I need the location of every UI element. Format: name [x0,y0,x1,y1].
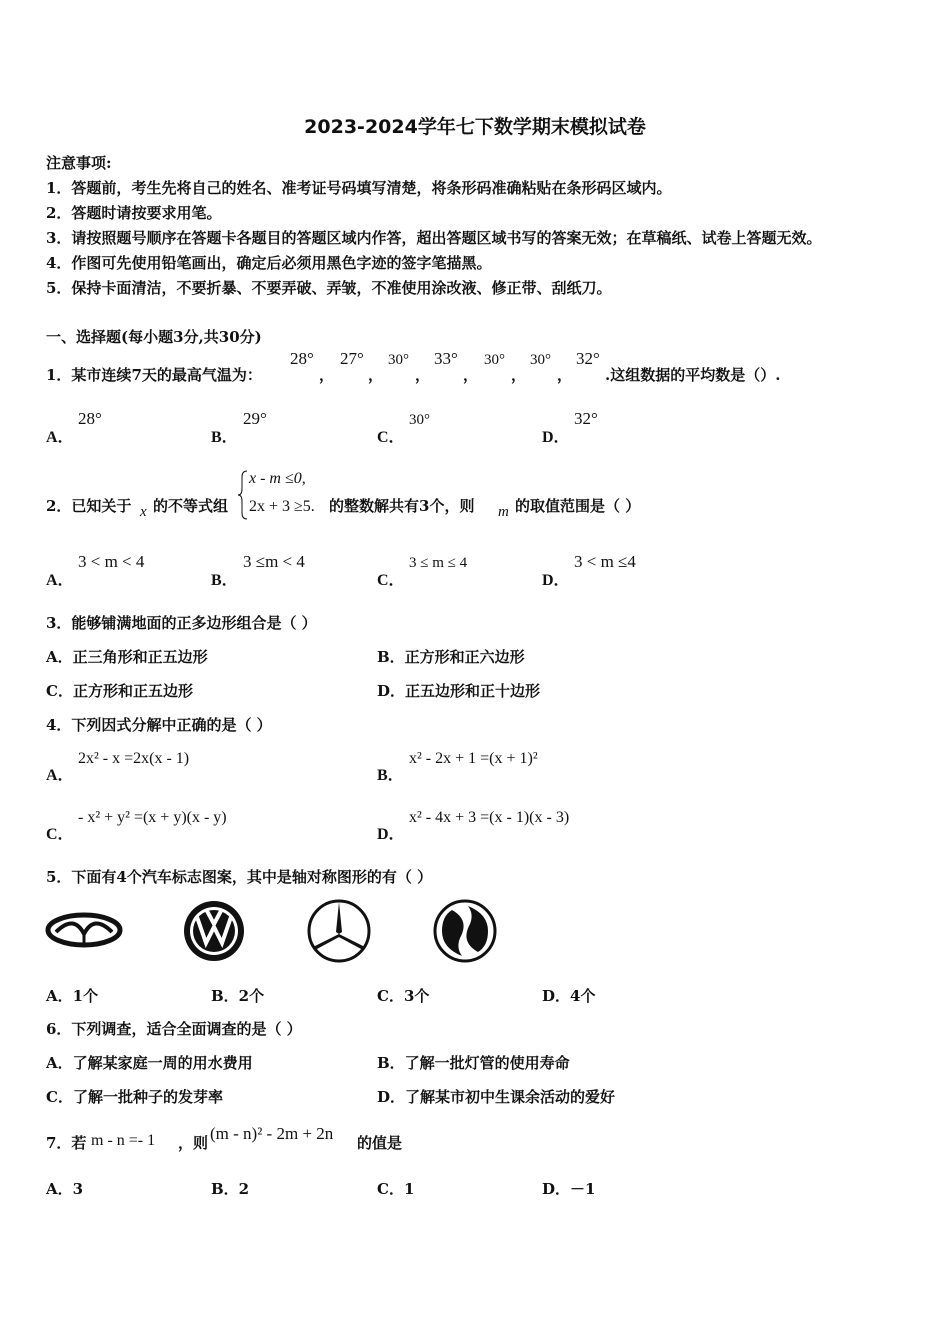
q1-temp-3: 30° [388,352,409,368]
q1-option-d-value: 32° [574,409,598,428]
notes-heading: 注意事项: [46,154,112,172]
q2-var-m: m [498,504,509,520]
section-heading: 一、选择题(每小题3分,共30分) [46,328,262,346]
q2-option-d-letter: D． [542,572,570,589]
q4-option-b-value: x² - 2x + 1 =(x + 1)² [409,750,538,767]
q4-option-b-letter: B． [377,767,404,784]
q4-option-a-value: 2x² - x =2x(x - 1) [78,750,190,767]
q2-option-c-value: 3 ≤ m ≤ 4 [409,555,468,571]
q2-option-a-value: 3 < m < 4 [78,552,145,571]
q3-option-c: C．正方形和正五边形 [46,682,193,700]
q7-option-c: C．1 [377,1180,415,1198]
q3-option-a: A．正三角形和正五边形 [46,648,208,666]
q2-system-line-2: 2x + 3 ≥5. [249,498,315,515]
q4-stem: 4．下列因式分解中正确的是（ ） [46,716,272,734]
q7-option-a: A．3 [46,1180,84,1198]
q4-option-c-letter: C． [46,826,74,843]
q5-option-b: B．2个 [211,987,265,1005]
q1-temp-2: 27° [340,349,364,368]
q1-temp-1: 28° [290,349,314,368]
q1-option-a-letter: A． [46,429,74,446]
infiniti-logo-icon [44,910,124,950]
q3-option-b: B．正方形和正六边形 [377,648,525,666]
q1-stem: 1．某市连续7天的最高气温为： [46,366,262,384]
page-title: 2023-2024学年七下数学期末模拟试卷 [304,116,646,138]
q1-option-b-value: 29° [243,409,267,428]
volkswagen-logo-icon [182,899,246,963]
q1-sep-6: ， [557,366,573,384]
note-item-2: 2．答题时请按要求用笔。 [46,204,222,222]
q1-tail: .这组数据的平均数是（）. [605,366,781,384]
q1-option-b-letter: B． [211,429,238,446]
q4-option-c-value: - x² + y² =(x + y)(x - y) [78,809,227,826]
q2-option-b-letter: B． [211,572,238,589]
q1-temp-4: 33° [434,349,458,368]
q1-option-d-letter: D． [542,429,570,446]
q7-option-b: B．2 [211,1180,250,1198]
q7-expression: (m - n)² - 2m + 2n [210,1124,334,1143]
q6-option-a: A．了解某家庭一周的用水费用 [46,1054,253,1072]
q6-option-d: D．了解某市初中生课余活动的爱好 [377,1088,616,1106]
q5-option-c: C．3个 [377,987,430,1005]
note-item-5: 5．保持卡面清洁，不要折暴、不要弄破、弄皱，不准使用涂改液、修正带、刮纸刀。 [46,279,612,297]
q1-sep-4: ， [463,366,479,384]
q7-prefix: 7．若 [46,1134,87,1152]
q7-tail: 的值是 [357,1134,403,1152]
q1-sep-1: ， [319,366,335,384]
q1-temp-7: 32° [576,349,600,368]
q5-stem: 5．下面有4个汽车标志图案，其中是轴对称图形的有（ ） [46,868,433,886]
q7-condition: m - n =- 1 [91,1132,156,1149]
note-item-3: 3．请按照题号顺序在答题卡各题目的答题区域内作答，超出答题区域书写的答案无效；在草稿纸、试卷上答题无效。 [46,229,822,247]
q6-stem: 6．下列调查，适合全面调查的是（ ） [46,1020,302,1038]
dongfeng-logo-icon [432,898,498,964]
q2-mid: 的不等式组 [153,497,229,515]
q1-temp-6: 30° [530,352,551,368]
q1-option-c-value: 30° [409,412,430,428]
q4-option-a-letter: A． [46,767,74,784]
q2-option-d-value: 3 < m ≤4 [574,552,636,571]
note-item-1: 1．答题前，考生先将自己的姓名、准考证号码填写清楚，将条形码准确粘贴在条形码区域内。 [46,179,672,197]
q2-mid2: 的整数解共有3个，则 [329,497,475,515]
q6-option-c: C．了解一批种子的发芽率 [46,1088,223,1106]
q2-system-line-1: x - m ≤0, [249,470,306,487]
left-brace-icon [238,470,248,520]
q2-tail: 的取值范围是（ ） [515,497,641,515]
q1-option-c-letter: C． [377,429,405,446]
q1-option-a-value: 28° [78,409,102,428]
q4-option-d-value: x² - 4x + 3 =(x - 1)(x - 3) [409,809,570,826]
q2-option-c-letter: C． [377,572,405,589]
q2-option-a-letter: A． [46,572,74,589]
q5-option-d: D．4个 [542,987,596,1005]
q1-sep-5: ， [511,366,527,384]
q1-sep-3: ， [415,366,431,384]
q1-sep-2: ， [368,366,384,384]
q3-option-d: D．正五边形和正十边形 [377,682,541,700]
q2-var-x: x [140,504,147,520]
q1-temp-5: 30° [484,352,505,368]
q7-mid: ，则 [178,1134,209,1152]
q4-option-d-letter: D． [377,826,405,843]
note-item-4: 4．作图可先使用铅笔画出，确定后必须用黑色字迹的签字笔描黑。 [46,254,492,272]
q3-stem: 3．能够铺满地面的正多边形组合是（ ） [46,614,317,632]
q2-option-b-value: 3 ≤m < 4 [243,552,305,571]
q2-prefix: 2．已知关于 [46,497,132,515]
q5-option-a: A．1个 [46,987,99,1005]
mercedes-logo-icon [306,898,372,964]
q6-option-b: B．了解一批灯管的使用寿命 [377,1054,570,1072]
q7-option-d: D．－1 [542,1180,596,1198]
